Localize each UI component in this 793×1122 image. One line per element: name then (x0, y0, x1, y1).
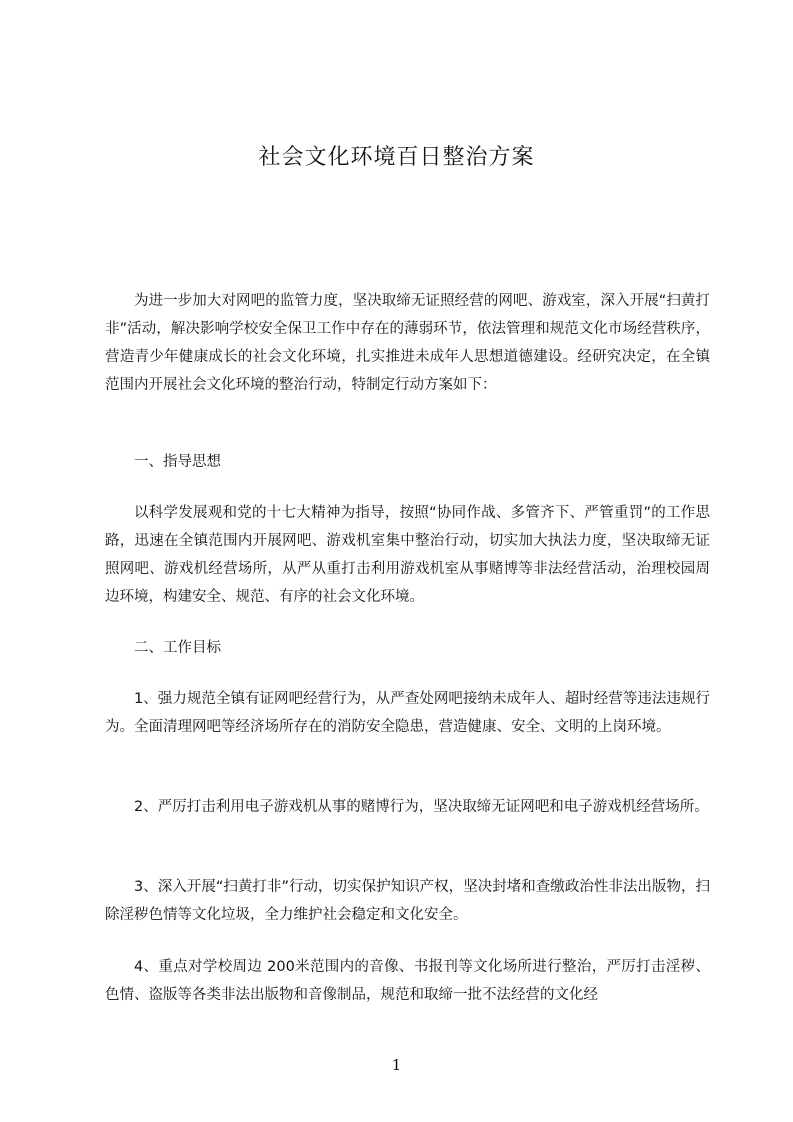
goal-item-2: 2、严厉打击利用电子游戏机从事的赌博行为，坚决取缔无证网吧和电子游戏机经营场所。 (134, 799, 709, 815)
section-heading-work-goals: 二、工作目标 (134, 640, 221, 656)
section-heading-guiding-ideology: 一、指导思想 (134, 454, 221, 470)
intro-paragraph: 为进一步加大对网吧的监管力度，坚决取缔无证照经营的网吧、游戏室，深入开展“扫黄打非”活动，解决影响学校安全保卫工作中存在的薄弱环节，依法管理和规范文化市场经营秩序，营造青少年健康成长的社会文化环境，扎实推进未成年人思想道德建设。经研究决定，在全镇范围内开展社会文化环境的整治行动，特制定行动方案如下： (105, 293, 710, 393)
document-title: 社会文化环境百日整治方案 (258, 145, 535, 170)
goal-item-1: 1、强力规范全镇有证网吧经营行为，从严查处网吧接纳未成年人、超时经营等违法违规行为。全面清理网吧等经济场所存在的消防安全隐患，营造健康、安全、文明的上岗环境。 (105, 691, 710, 735)
page-number: 1 (391, 1056, 402, 1074)
guiding-ideology-paragraph: 以科学发展观和党的十七大精神为指导，按照“协同作战、多管齐下、严管重罚”的工作思路，迅速在全镇范围内开展网吧、游戏机室集中整治行动，切实加大执法力度，坚决取缔无证照网吧、游戏机经营场所，从严从重打击利用游戏机室从事赌博等非法经营活动，治理校园周边环境，构建安全、规范、有序的社会文化环境。 (105, 505, 710, 605)
goal-item-3: 3、深入开展“扫黄打非”行动，切实保护知识产权，坚决封堵和查缴政治性非法出版物，扫除淫秽色情等文化垃圾，全力维护社会稳定和文化安全。 (105, 879, 710, 923)
goal-item-4: 4、重点对学校周边 200米范围内的音像、书报刊等文化场所进行整治，严厉打击淫秽、色情、盗版等各类非法出版物和音像制品，规范和取缔一批不法经营的文化经 (105, 959, 710, 1003)
